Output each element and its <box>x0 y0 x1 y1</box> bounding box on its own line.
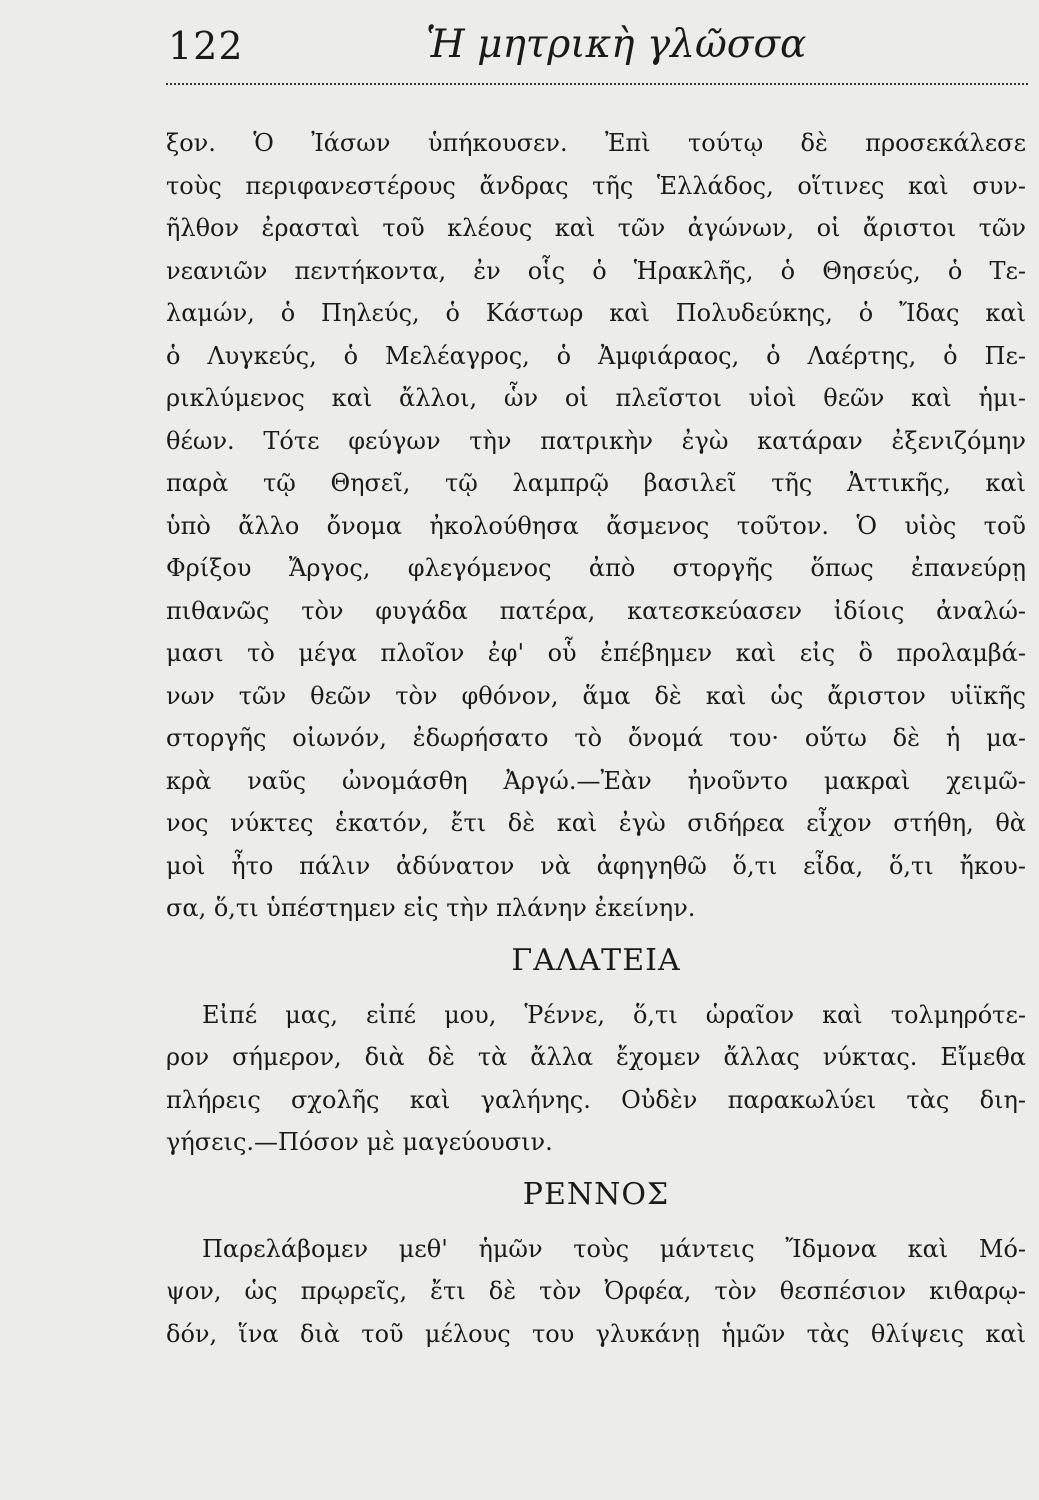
text-line: δόν, ἵνα διὰ τοῦ μέλους του γλυκάνῃ ἡμῶν τὰς θλίψεις καὶ <box>166 1319 1026 1348</box>
text-line: ρον σήμερον, διὰ δὲ τὰ ἄλλα ἔχομεν ἄλλας νύκτας. Εἴμεθα <box>166 1043 1026 1071</box>
text-line: γήσεις.—Πόσον μὲ μαγεύουσιν. <box>166 1128 553 1156</box>
text-line: πιθανῶς τὸν φυγάδα πατέρα, κατεσκεύασεν ἰδίοις ἀναλώ- <box>166 596 1026 625</box>
text-line: ὁ Λυγκεύς, ὁ Μελέαγρος, ὁ Ἀμφιάραος, ὁ Λαέρτης, ὁ Πε- <box>166 341 1026 370</box>
text-line: νων τῶν θεῶν τὸν φθόνον, ἅμα δὲ καὶ ὡς ἄριστον υἱϊκῆς <box>166 681 1026 710</box>
page-header <box>168 22 1008 72</box>
text-line: στοργῆς οἰωνόν, ἐδωρήσατο τὸ ὄνομά του· οὕτω δὲ ἡ μα- <box>166 724 1026 752</box>
page-number: 122 <box>168 24 244 68</box>
paragraph-galateia <box>166 994 1026 1164</box>
text-line: ψον, ὡς πρῳρεῖς, ἔτι δὲ τὸν Ὀρφέα, τὸν θεσπέσιον κιθαρῳ- <box>166 1277 1026 1305</box>
text-line: Εἰπέ μας, εἰπέ μου, Ῥέννε, ὅ,τι ὡραῖον καὶ τολμηρότε- <box>202 1000 1026 1029</box>
text-line: κρὰ ναῦς ὠνομάσθη Ἀργώ.—Ἐὰν ἠνοῦντο μακραὶ χειμῶ- <box>166 766 1026 795</box>
speaker-heading-galateia: ΓΑΛΑΤΕΙΑ <box>511 942 681 978</box>
page-body <box>166 122 1026 1355</box>
speaker-heading-rennos: ΡΕΝΝΟΣ <box>522 1176 670 1212</box>
text-line: τοὺς περιφανεστέρους ἄνδρας τῆς Ἑλλάδος, οἵτινες καὶ συν- <box>166 171 1026 200</box>
text-line: νεανιῶν πεντήκοντα, ἐν οἷς ὁ Ἡρακλῆς, ὁ Θησεύς, ὁ Τε- <box>166 256 1026 285</box>
text-line: Παρελάβομεν μεθ' ἡμῶν τοὺς μάντεις Ἴδμονα καὶ Μό- <box>202 1234 1026 1263</box>
text-line: ρικλύμενος καὶ ἄλλοι, ὧν οἱ πλεῖστοι υἱοὶ θεῶν καὶ ἡμι- <box>166 384 1026 412</box>
text-line: Φρίξου Ἄργος, φλεγόμενος ἀπὸ στοργῆς ὅπως ἐπανεύρῃ <box>166 554 1026 582</box>
text-line: ῆλθον ἐρασταὶ τοῦ κλέους καὶ τῶν ἀγώνων, οἱ ἄριστοι τῶν <box>166 214 1026 242</box>
text-line: νος νύκτες ἑκατόν, ἔτι δὲ καὶ ἐγὼ σιδήρεα εἶχον στήθη, θὰ <box>166 809 1026 837</box>
text-line: θέων. Τότε φεύγων τὴν πατρικὴν ἐγὼ κατάραν ἐξενιζόμην <box>166 426 1026 455</box>
paragraph-argonauts <box>166 122 1026 930</box>
text-line: λαμών, ὁ Πηλεύς, ὁ Κάστωρ καὶ Πολυδεύκης, ὁ Ἴδας καὶ <box>166 299 1026 327</box>
text-line: μασι τὸ μέγα πλοῖον ἐφ' οὗ ἐπέβημεν καὶ εἰς ὃ προλαμβά- <box>166 639 1026 667</box>
text-line: ξον. Ὁ Ἰάσων ὑπήκουσεν. Ἐπὶ τούτῳ δὲ προσεκάλεσε <box>166 129 1026 157</box>
text-line: πλήρεις σχολῆς καὶ γαλήνης. Οὐδὲν παρακωλύει τὰς διη- <box>166 1085 1026 1114</box>
text-line: σα, ὅ,τι ὑπέστημεν εἰς τὴν πλάνην ἐκείνην. <box>166 894 696 922</box>
text-line: ὑπὸ ἄλλο ὄνομα ἠκολούθησα ἄσμενος τοῦτον. Ὁ υἱὸς τοῦ <box>166 511 1026 540</box>
paragraph-rennos <box>166 1228 1026 1356</box>
text-line: παρὰ τῷ Θησεῖ, τῷ λαμπρῷ βασιλεῖ τῆς Ἀττικῆς, καὶ <box>166 469 1026 497</box>
header-rule <box>166 83 1028 85</box>
text-line: μοὶ ἦτο πάλιν ἀδύνατον νὰ ἀφηγηθῶ ὅ,τι εἶδα, ὅ,τι ἤκου- <box>166 851 1026 880</box>
running-title: Ἡ μητρικὴ γλῶσσα <box>426 22 807 67</box>
